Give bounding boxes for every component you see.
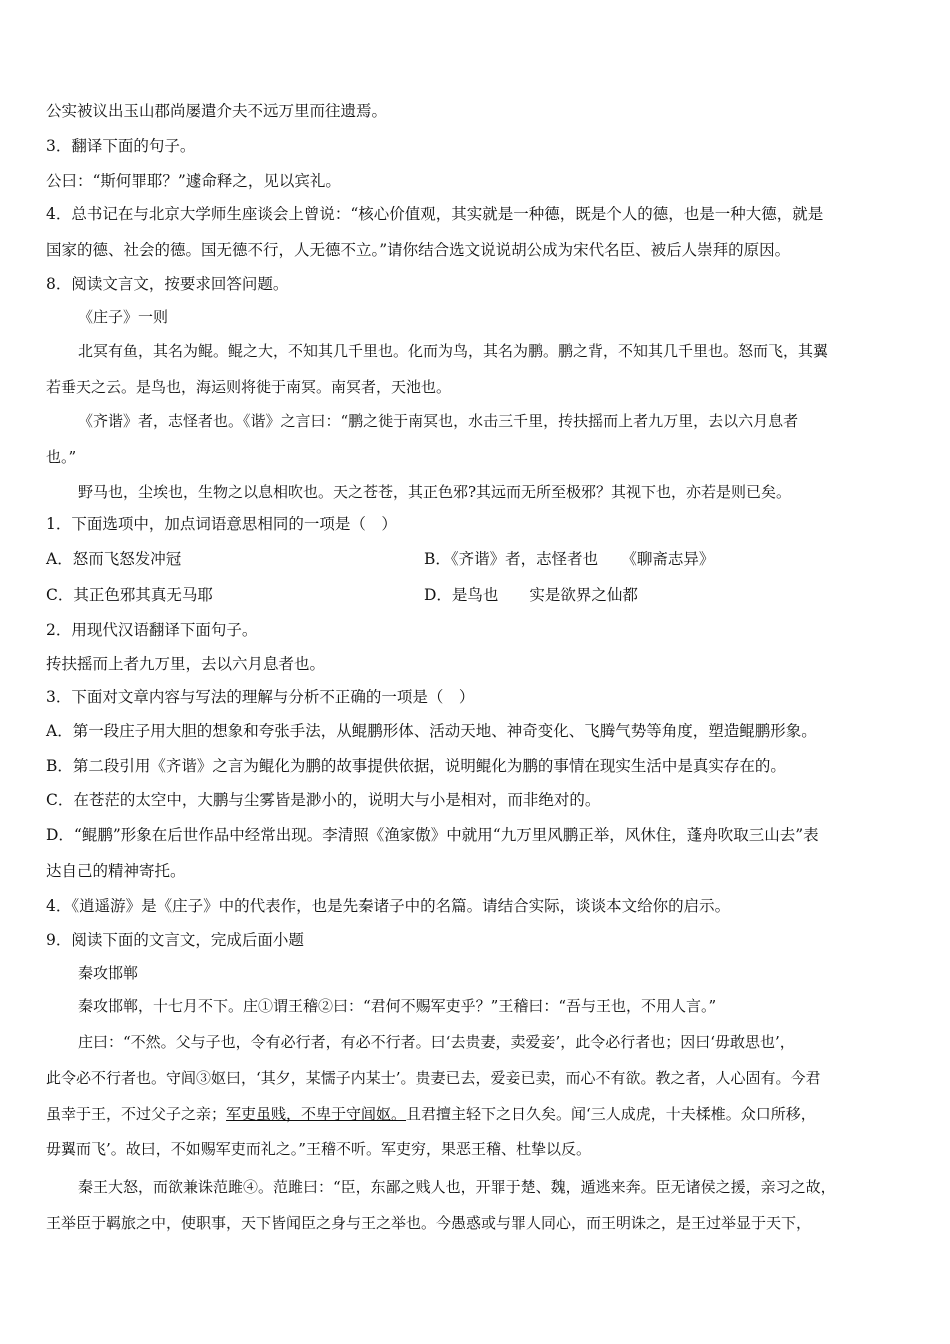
section-9-title: 秦攻邯郸 (78, 964, 139, 982)
section-8-question-2: 2．用现代汉语翻译下面句子。 (46, 621, 258, 639)
section-8-question-3-option-d-line-2: 达自己的精神寄托。 (46, 862, 186, 880)
section-8-para-2-line-1: 《齐谐》者，志怪者也。《谐》之言曰：“鹏之徙于南冥也，水击三千里，抟扶摇而上者九万里，去以六月息者 (78, 412, 799, 430)
section-8-question-2-sentence: 抟扶摇而上者九万里，去以六月息者也。 (46, 655, 326, 673)
question-3-sentence: 公曰：“斯何罪耶？”遽命释之，见以宾礼。 (46, 172, 341, 190)
section-8-title: 《庄子》一则 (78, 308, 169, 326)
option-d: D．是鸟也 实是欲界之仙都 (424, 586, 638, 604)
section-8-para-1-line-2: 若垂天之云。是鸟也，海运则将徙于南冥。南冥者，天池也。 (46, 378, 452, 396)
question-4-line-2: 国家的德、社会的德。国无德不行，人无德不立。”请你结合选文说说胡公成为宋代名臣、被后人崇拜的原因。 (46, 241, 791, 259)
option-a: A．怒而飞怒发冲冠 (46, 550, 182, 568)
section-9-para-2-line-2: 此令必不行者也。守闾③妪曰，‘其夕，某懦子内某士’。贵妻已去，爱妾已卖，而心不有欲。教之者，人心固有。今君 (46, 1069, 821, 1087)
section-9-para-3-line-1: 秦王大怒，而欲兼诛范雎④。范雎曰：“臣，东鄙之贱人也，开罪于楚、魏，遁逃来奔。臣无诸侯之援，亲习之故， (78, 1178, 836, 1196)
option-c: C．其正色邪其真无马耶 (46, 586, 213, 604)
text-span: 虽幸于王，不过父子之亲； (46, 1105, 227, 1123)
section-9-para-2-line-4: 毋翼而飞’。故曰，不如赐军吏而礼之。”王稽不听。军吏穷，果恶王稽、杜挚以反。 (46, 1140, 591, 1158)
text-line: 公实被议出玉山郡尚屡遣介夫不远万里而往遗焉。 (46, 102, 388, 120)
question-4-line-1: 4．总书记在与北京大学师生座谈会上曾说：“核心价值观，其实就是一种德，既是个人的德，也是一种大德，就是 (46, 205, 824, 223)
section-8-question-1: 1．下面选项中，加点词语意思相同的一项是（ ） (46, 515, 397, 533)
section-8-para-2-line-2: 也。” (46, 448, 77, 466)
section-8-para-3: 野马也，尘埃也，生物之以息相吹也。天之苍苍，其正色邪?其远而无所至极邪？其视下也，亦若是则已矣。 (78, 483, 792, 501)
section-8-question-1-options-row-2 (46, 585, 638, 605)
section-8-question-3-option-c: C．在苍茫的太空中，大鹏与尘雾皆是渺小的，说明大与小是相对，而非绝对的。 (46, 791, 601, 809)
section-8-question-4: 4．《逍遥游》是《庄子》中的代表作，也是先秦诸子中的名篇。请结合实际，谈谈本文给你的启示。 (46, 897, 731, 915)
section-9-para-3-line-2: 王举臣于羁旅之中，使职事，天下皆闻臣之身与王之举也。今愚惑或与罪人同心，而王明诛之，是王过举显于天下， (46, 1214, 812, 1232)
section-8-heading: 8．阅读文言文，按要求回答问题。 (46, 275, 289, 293)
section-8-question-1-options-row-1 (46, 549, 715, 569)
section-9-heading: 9．阅读下面的文言文，完成后面小题 (46, 931, 304, 949)
section-8-question-3: 3．下面对文章内容与写法的理解与分析不正确的一项是（ ） (46, 688, 475, 706)
section-8-question-3-option-b: B．第二段引用《齐谐》之言为鲲化为鹏的故事提供依据，说明鲲化为鹏的事情在现实生活中是真实存在的。 (46, 757, 786, 775)
text-span: 且君擅主轻下之日久矣。闻‘三人成虎，十夫楺椎。众口所移， (406, 1105, 816, 1123)
section-8-question-3-option-d-line-1: D．“鲲鹏”形象在后世作品中经常出现。李清照《渔家傲》中就用“九万里风鹏正举，风休住，蓬舟吹取三山去”表 (46, 826, 819, 844)
question-3-heading: 3．翻译下面的句子。 (46, 137, 196, 155)
section-9-para-2-line-3 (46, 1104, 816, 1124)
underlined-sentence: 军吏虽贱，不卑于守闾妪。 (226, 1105, 407, 1123)
option-b: B．《齐谐》者，志怪者也 《聊斋志异》 (424, 550, 715, 568)
section-8-para-1-line-1: 北冥有鱼，其名为鲲。鲲之大，不知其几千里也。化而为鸟，其名为鹏。鹏之背，不知其几千里也。怒而飞，其翼 (78, 342, 829, 360)
section-9-para-1: 秦攻邯郸，十七月不下。庄①谓王稽②曰：“君何不赐军吏乎？”王稽曰：“吾与王也，不用人言。” (78, 997, 717, 1015)
section-9-para-2-line-1: 庄曰：“不然。父与子也，令有必行者，有必不行者。曰‘去贵妻，卖爱妾’，此令必行者也；因曰‘毋敢思也’， (78, 1033, 795, 1051)
section-8-question-3-option-a: A．第一段庄子用大胆的想象和夸张手法，从鲲鹏形体、活动天地、神奇变化、飞腾气势等角度，塑造鲲鹏形象。 (46, 722, 817, 740)
